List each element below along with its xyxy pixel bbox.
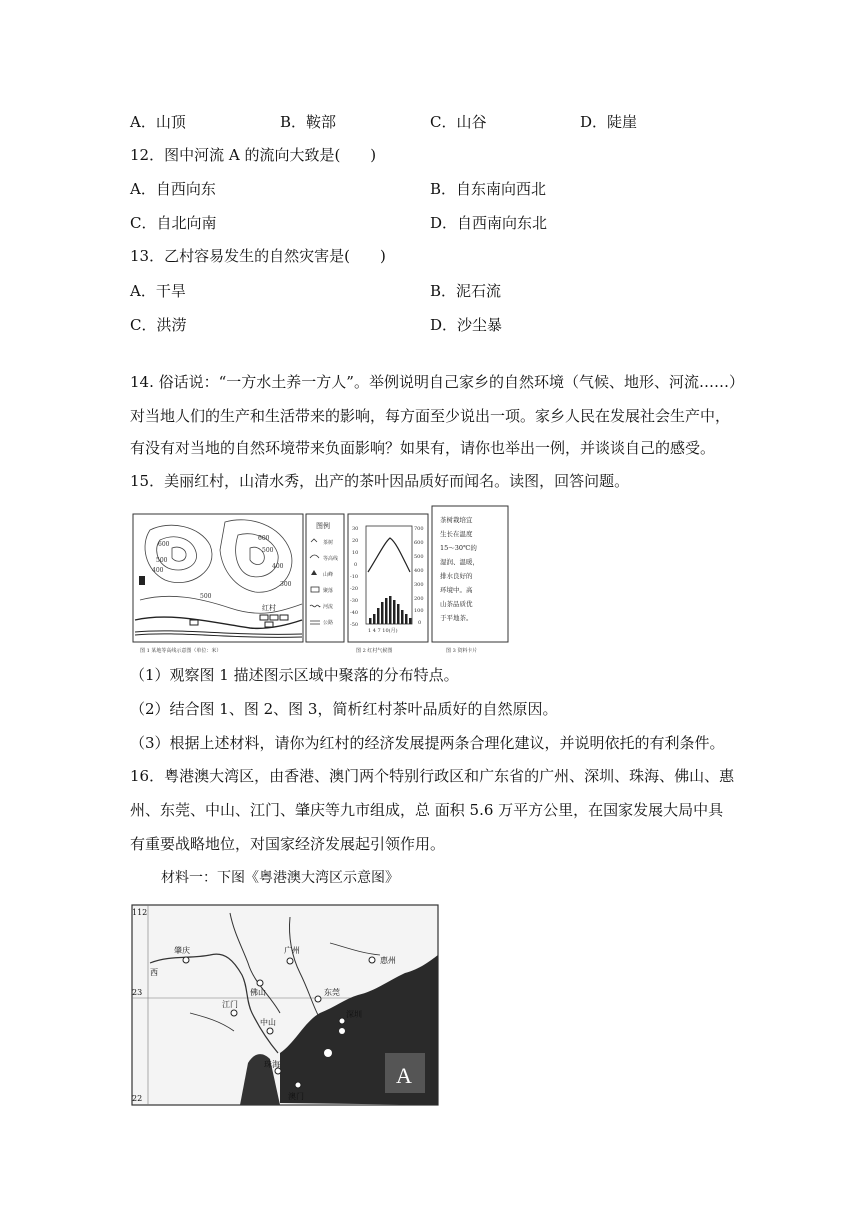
tea-info-card [432,506,508,642]
city-label-foshan: 佛山 [250,988,266,997]
q13-option-c: C．洪涝 [130,316,187,334]
q11-option-a: A．山顶 [130,113,186,131]
contour-label: 600 [258,535,270,542]
climate-left-tick: -30 [350,598,359,604]
figure-2-caption: 图 2 红村气候图 [356,648,393,654]
contour-label: 500 [262,547,274,554]
village-label: 红村 [262,604,276,612]
q15-sub-2: （2）结合图 1、图 2、图 3，简析红村茶叶品质好的自然原因。 [130,700,558,718]
contour-label: 500 [156,557,168,564]
q16-line-3: 有重要战略地位，对国家经济发展起引领作用。 [130,835,446,853]
tea-text-line: 于平地茶。 [440,614,473,622]
tea-text-line: 排水良好的 [440,572,473,580]
city-label-zhaoqing: 肇庆 [174,946,190,955]
q15-figure [130,500,515,658]
climate-right-tick: 0 [418,620,422,626]
tea-text-line: 山茶品质优 [440,600,473,608]
city-label-zhongshan: 中山 [260,1018,276,1027]
q11-option-d: D．陡崖 [580,113,638,131]
city-label-jiangmen: 江门 [222,1000,238,1009]
tea-text-line: 生长在温度 [440,530,473,538]
climate-left-tick: -10 [350,574,359,580]
city-label-dongguan: 东莞 [324,988,340,997]
climate-month-axis: 1 4 7 10(月) [368,628,398,634]
contour-label: 400 [272,563,284,570]
q15-stem: 15．美丽红村，山清水秀，出产的茶叶因品质好而闻名。读图，回答问题。 [130,472,630,490]
q16-material-title: 材料一：下图《粤港澳大湾区示意图》 [161,870,399,886]
contour-label: 500 [200,593,212,600]
q11-option-c: C．山谷 [430,113,487,131]
q15-sub-3: （3）根据上述材料，请你为红村的经济发展提两条合理化建议，并说明依托的有利条件。 [130,734,725,752]
contour-label: 300 [280,581,292,588]
q13-option-b: B．泥石流 [430,282,502,300]
climate-right-tick: 400 [414,568,424,574]
q13-option-d: D．沙尘暴 [430,316,503,334]
q16-line-1: 16．粤港澳大湾区，由香港、澳门两个特别行政区和广东省的广州、深圳、珠海、佛山、惠 [130,767,735,785]
river-label: 西 [150,968,158,977]
q11-option-b: B．鞍部 [280,113,337,131]
q12-option-b: B．自东南向西北 [430,180,547,198]
q14-line-1: 14. 俗话说：“一方水土养一方人”。举例说明自己家乡的自然环境（气候、地形、河流……） [130,373,744,391]
city-label-shenzhen: 深圳 [346,1010,362,1019]
city-label-macau: 澳门 [288,1092,304,1101]
city-label-guangzhou: 广州 [284,946,300,955]
figure-1-caption: 图 1 某地等高线示意图（单位：米） [140,648,222,654]
legend-item-settlement: 聚落 [323,588,334,594]
region-label-a: A [396,1063,412,1088]
q12-option-c: C．自北向南 [130,214,217,232]
legend-title: 图例 [316,522,330,530]
contour-map [133,514,303,642]
climate-left-tick: -50 [350,622,359,628]
climate-right-tick: 700 [414,526,424,532]
tea-text-line: 茶树栽培宜 [440,516,473,524]
q15-figure-svg [130,500,515,658]
lat-label-23: 23 [132,988,143,997]
contour-label: 600 [158,541,170,548]
q12-option-a: A．自西向东 [130,180,216,198]
q15-sub-1: （1）观察图 1 描述图示区域中聚落的分布特点。 [130,666,459,684]
legend-item-river: 河流 [323,604,334,610]
q16-line-2: 州、东莞、中山、江门、肇庆等九市组成，总 面积 5.6 万平方公里，在国家发展大局中具 [130,801,724,819]
climate-left-tick: -20 [350,586,359,592]
climate-chart [348,514,428,642]
climate-left-tick: -40 [350,610,359,616]
q12-option-d: D．自西南向东北 [430,214,548,232]
climate-right-tick: 100 [414,608,424,614]
climate-left-tick: 30 [352,526,359,532]
figure-3-caption: 图 3 资料卡片 [446,648,478,654]
legend-item-tea: 茶树 [323,540,334,546]
map-legend [306,514,344,642]
climate-right-tick: 300 [414,582,424,588]
climate-right-tick: 200 [414,596,424,602]
climate-left-tick: 10 [352,550,359,556]
q13-option-a: A．干旱 [130,282,186,300]
tea-text-line: 15～30℃的 [440,544,477,552]
q14-line-2: 对当地人们的生产和生活带来的影响，每方面至少说出一项。家乡人民在发展社会生产中， [130,407,731,425]
climate-right-tick: 500 [414,554,424,560]
legend-item-road: 公路 [323,620,334,626]
q12-stem: 12．图中河流 A 的流向大致是( ) [130,146,377,164]
greater-bay-area-map [130,903,440,1108]
climate-left-tick: 0 [354,562,358,568]
city-label-zhuhai: 珠海 [264,1060,280,1069]
climate-left-tick: 20 [352,538,359,544]
tea-text-line: 环境中。高 [440,586,473,594]
climate-right-tick: 600 [414,540,424,546]
tea-text-line: 湿润、温暖， [440,558,479,566]
lon-label: 112 [132,908,148,917]
city-label-huizhou: 惠州 [380,956,396,965]
q13-stem: 13．乙村容易发生的自然灾害是( ) [130,247,386,265]
lat-label-22: 22 [132,1094,143,1103]
gba-map-svg [130,903,440,1108]
q14-line-3: 有没有对当地的自然环境带来负面影响？如果有，请你也举出一例，并谈谈自己的感受。 [130,439,716,457]
legend-item-peak: 山峰 [323,572,334,578]
contour-label: 400 [152,567,164,574]
legend-item-contour: 等高线 [323,556,339,562]
